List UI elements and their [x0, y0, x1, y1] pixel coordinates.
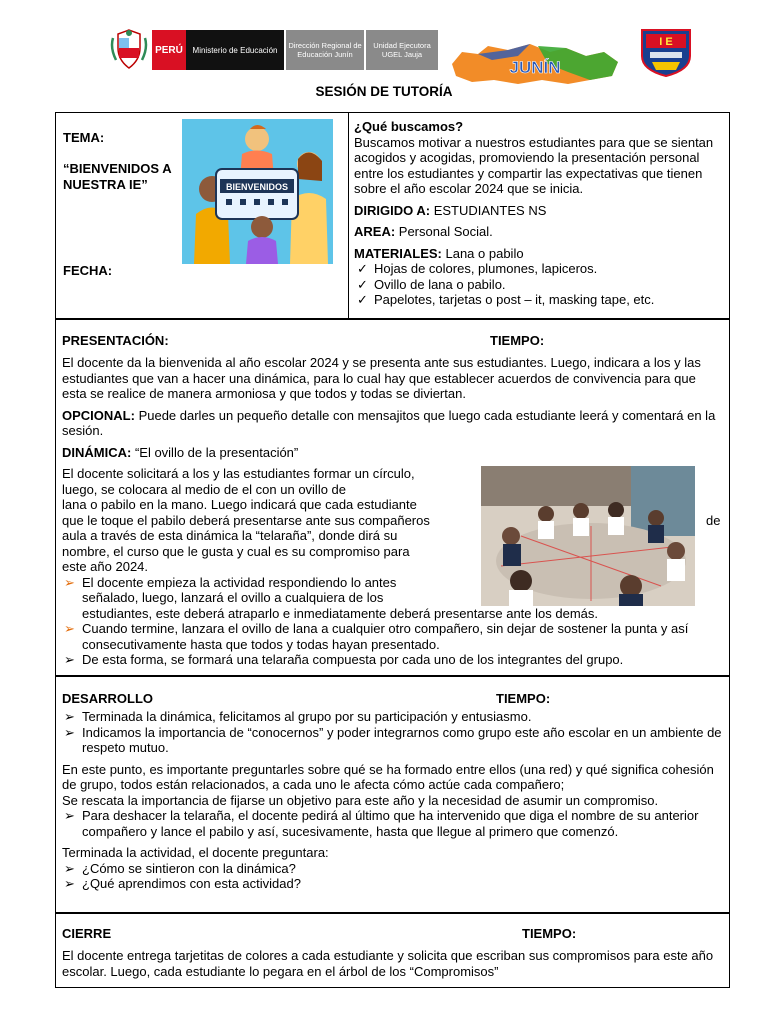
check-icon: ✓ [357, 276, 368, 292]
area-value: Personal Social. [395, 224, 493, 239]
presentacion-tiempo: TIEMPO: [490, 333, 545, 348]
session-details [354, 119, 726, 308]
ministerio-label: Ministerio de Educación [186, 30, 284, 70]
arrow-bullet-icon: ➢ [64, 724, 75, 740]
peru-label: PERÚ [152, 30, 186, 70]
list-item: ➢ De esta forma, se formará una telaraña compuesta por cada uno de los integrantes del grupo. [64, 652, 624, 667]
que-buscamos-label: ¿Qué buscamos? [354, 119, 464, 134]
desarrollo-tiempo: TIEMPO: [496, 691, 551, 706]
opcional-label: OPCIONAL: [62, 407, 135, 423]
list-item: ✓ Papelotes, tarjetas o post – it, masking tape, etc. [357, 292, 655, 307]
tema-value: “BIENVENIDOS A NUESTRA IE” [63, 161, 172, 192]
arrow-bullet-icon: ➢ [64, 621, 75, 636]
dirigido-value: ESTUDIANTES NS [430, 202, 547, 218]
arrow-bullet-icon: ➢ [64, 709, 75, 724]
welcome-kids-illustration [182, 119, 333, 264]
arrow-bullet-icon: ➢ [64, 574, 75, 590]
list-item: ✓ Ovillo de lana o pabilo. [357, 276, 506, 292]
check-icon: ✓ [357, 261, 368, 276]
junin-region-logo [448, 42, 622, 86]
ie-badge-letters: I E [659, 36, 673, 48]
dirigido-label: DIRIGIDO A: [354, 202, 431, 218]
desarrollo-steps-2 [62, 808, 723, 839]
materiales-list [354, 261, 726, 308]
presentacion-heading: PRESENTACIÓN: [62, 333, 169, 348]
arrow-bullet-icon: ➢ [64, 808, 75, 823]
cierre-section [55, 913, 730, 988]
arrow-bullet-icon: ➢ [64, 860, 75, 876]
desarrollo-section [55, 676, 730, 913]
materiales-value: Lana o pabilo [441, 245, 524, 261]
dinamica-text: “El ovillo de la presentación” [131, 444, 299, 460]
bienvenidos-banner-text: BIENVENIDOS [225, 182, 289, 192]
list-item: ➢ ¿Cómo se sintieron con la dinámica? [64, 860, 296, 876]
peru-coat-of-arms-icon [110, 28, 148, 70]
tema-cell [56, 113, 349, 318]
que-buscamos-text: Buscamos motivar a nuestros estudiantes para que se sientan acogidos y acogidas, promoviendo la presentación personal entre los estudiantes y compartir las expectativas que tienen sobre el año escolar 2024 que se inicia. [354, 134, 714, 196]
list-item: ✓ Hojas de colores, plumones, lapiceros. [357, 261, 598, 276]
cierre-tiempo: TIEMPO: [522, 926, 577, 941]
ie-school-badge [636, 26, 696, 78]
junin-logo-text: JUNÍN [509, 58, 561, 77]
arrow-bullet-icon: ➢ [64, 652, 75, 667]
desarrollo-questions [62, 861, 723, 892]
area-label: AREA: [354, 224, 396, 239]
dinamica-description: El docente solicitará a los y las estudiantes formar un círculo, luego, se colocara al medio de el con un ovillo de lana o pabilo en la mano. Luego indicará que cada estudiante que le toque el pabilo deberá presentarse ante sus compañeros de aula a través de esta dinámica la “telaraña”, donde dirá su nombre, el curso que le gusta y cual es su compromiso para este año 2024. [62, 466, 721, 574]
presentacion-p1: El docente da la bienvenida al año escolar 2024 y se presenta ante sus estudiantes. Luego, indicara a los y las estudiantes que van a hacer una dinámica, para lo cual hay que establecer acuerdos de convivencia para que esta se realice de manera armoniosa y que todos y todas se diviertan. [62, 355, 701, 401]
list-item: ➢ Terminada la dinámica, felicitamos al grupo por su participación y entusiasmo. [64, 709, 532, 724]
ugel-label: Unidad Ejecutora UGEL Jauja [366, 30, 438, 70]
page-title: SESIÓN DE TUTORÍA [315, 84, 453, 99]
list-item: ➢ Indicamos la importancia de “conocernos” y poder integrarnos como grupo este año escolar en un ambiente de respeto mutuo. [64, 724, 722, 755]
list-item: ➢ ¿Qué aprendimos con esta actividad? [64, 876, 301, 891]
tema-label: TEMA: [63, 130, 105, 145]
classroom-circle-photo [481, 466, 695, 606]
list-item: ➢ El docente empieza la actividad respondiendo lo antes señalado, luego, lanzará el ovillo a cualquiera de los estudiantes, este deberá atraparlo e inmediatamente deberá presentarse ante los demás. [64, 574, 598, 621]
presentacion-section [55, 319, 730, 676]
session-info-box [55, 112, 730, 319]
desarrollo-heading: DESARROLLO [62, 691, 153, 706]
opcional-text: Puede darles un pequeño detalle con mensajitos que luego cada estudiante leerá y comentará en la sesión. [62, 407, 716, 438]
cierre-heading: CIERRE [62, 926, 112, 941]
cierre-text: El docente entrega tarjetitas de colores a cada estudiante y solicita que escriban sus compromisos para este año escolar. Luego, cada estudiante lo pegara en el árbol de los “Compromisos” [62, 948, 714, 979]
list-item: ➢ Cuando termine, lanzara el ovillo de lana a cualquier otro compañero, sin dejar de sostener la punta y así consecutivamente hasta que todos y todas hayan presentado. [64, 621, 689, 652]
materiales-label: MATERIALES: [354, 245, 442, 261]
desarrollo-p3: Terminada la actividad, el docente preguntara: [62, 845, 329, 860]
fecha-label: FECHA: [63, 263, 113, 278]
arrow-bullet-icon: ➢ [64, 876, 75, 891]
header-logos [0, 24, 768, 80]
desarrollo-p1: En este punto, es importante preguntarles sobre qué se ha formado entre ellos (una red) y qué significa cohesión de grupo, todos están relacionados, a cada uno le afecta cómo actúe cada compañero; [62, 761, 714, 792]
check-icon: ✓ [357, 292, 368, 307]
desarrollo-p2: Se rescata la importancia de fijarse un objetivo para este año y la necesidad de asumir un compromiso. [62, 792, 659, 808]
desarrollo-steps [62, 709, 723, 756]
dinamica-label: DINÁMICA: [62, 444, 132, 460]
list-item: ➢ Para deshacer la telaraña, el docente pedirá al último que ha intervenido que diga el nombre de su anterior compañero y lance el pabilo y así, sucesivamente, hasta que llegue al primero que comenzó. [64, 808, 699, 839]
dre-label: Dirección Regional de Educación Junín [286, 30, 364, 70]
